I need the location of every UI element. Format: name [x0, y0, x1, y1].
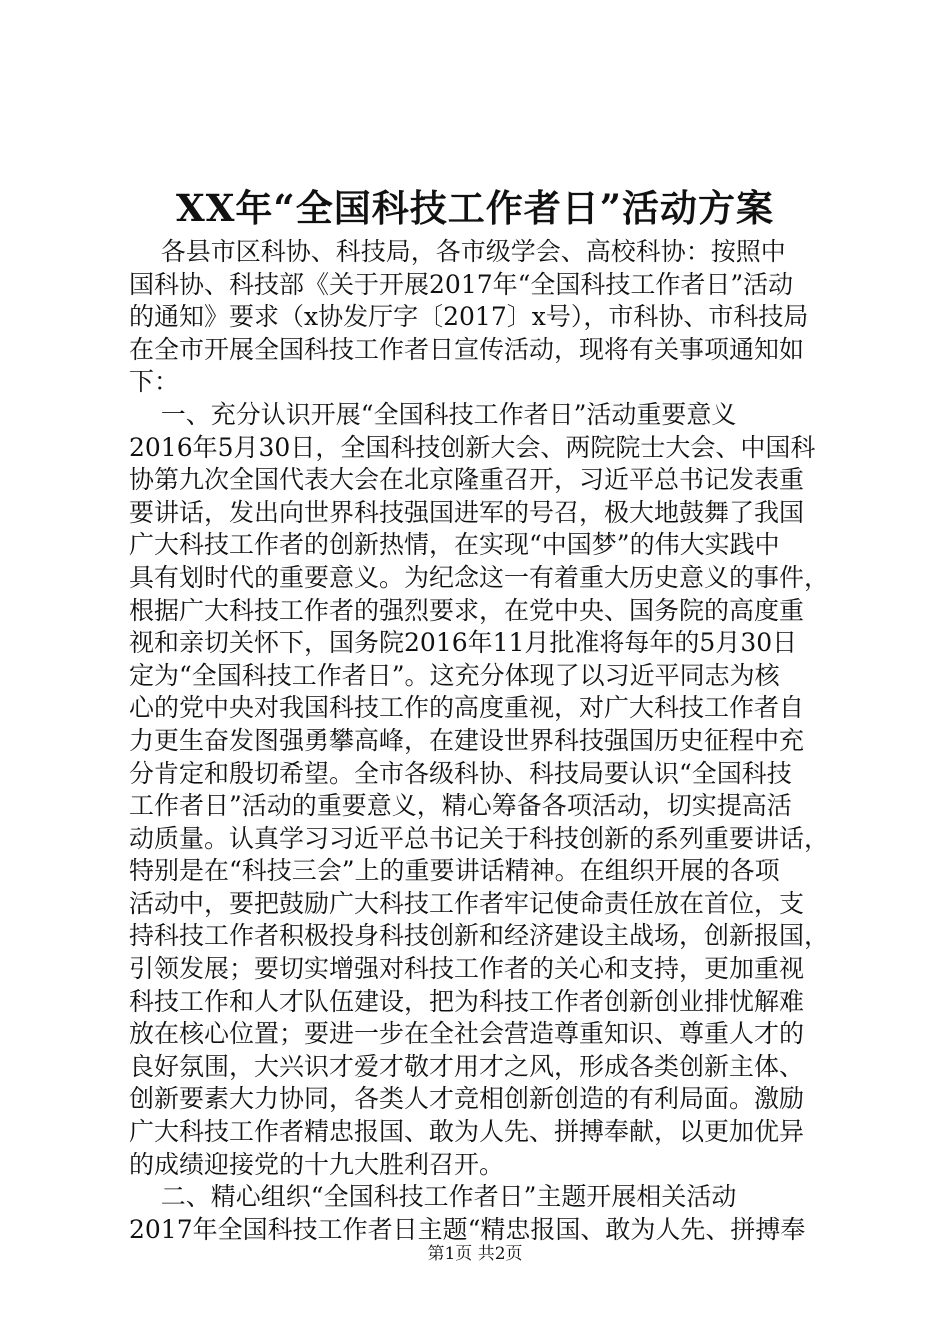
body-line: 分肯定和殷切希望。全市各级科协、科技局要认识“全国科技	[129, 758, 792, 788]
body-line: 视和亲切关怀下，国务院2016年11月批准将每年的5月30日	[129, 628, 798, 658]
body-line: 具有划时代的重要意义。为纪念这一有着重大历史意义的事件，	[129, 562, 830, 592]
section-heading-2: 二、精心组织“全国科技工作者日”主题开展相关活动	[129, 1182, 737, 1212]
body-line: 的通知》要求（x协发厅字〔2017〕x号），市科协、市科技局	[129, 302, 809, 332]
section-heading-1: 一、充分认识开展“全国科技工作者日”活动重要意义	[129, 399, 737, 429]
body-line: 创新要素大力协同，各类人才竞相创新创造的有利局面。激励	[129, 1084, 805, 1114]
body-line: 良好氛围，大兴识才爱才敬才用才之风，形成各类创新主体、	[129, 1051, 805, 1081]
body-line: 活动中，要把鼓励广大科技工作者牢记使命责任放在首位，支	[129, 888, 805, 918]
body-line: 的成绩迎接党的十九大胜利召开。	[129, 1149, 505, 1179]
body-line: 2017年全国科技工作者日主题“精忠报国、敢为人先、拼搏奉	[129, 1214, 806, 1244]
body-line: 广大科技工作者精忠报国、敢为人先、拼搏奉献，以更加优异	[129, 1117, 805, 1147]
body-line: 特别是在“科技三会”上的重要讲话精神。在组织开展的各项	[129, 856, 780, 886]
body-line: 科技工作和人才队伍建设，把为科技工作者创新创业排忧解难	[129, 986, 805, 1016]
body-line: 定为“全国科技工作者日”。这充分体现了以习近平同志为核	[129, 660, 780, 690]
body-line: 根据广大科技工作者的强烈要求，在党中央、国务院的高度重	[129, 595, 805, 625]
body-line: 下：	[129, 367, 180, 397]
document-body	[129, 236, 829, 1246]
body-line: 力更生奋发图强勇攀高峰，在建设世界科技强国历史征程中充	[129, 725, 805, 755]
body-line: 在全市开展全国科技工作者日宣传活动，现将有关事项通知如	[129, 334, 805, 364]
body-line: 持科技工作者积极投身科技创新和经济建设主战场，创新报国，	[129, 921, 830, 951]
body-line: 工作者日”活动的重要意义，精心筹备各项活动，切实提高活	[129, 791, 792, 821]
body-line: 国科协、科技部《关于开展2017年“全国科技工作者日”活动	[129, 269, 794, 299]
body-line: 动质量。认真学习习近平总书记关于科技创新的系列重要讲话，	[129, 823, 830, 853]
body-line: 2016年5月30日，全国科技创新大会、两院院士大会、中国科	[129, 432, 816, 462]
body-line: 心的党中央对我国科技工作的高度重视，对广大科技工作者自	[129, 693, 805, 723]
body-line: 广大科技工作者的创新热情，在实现“中国梦”的伟大实践中	[129, 530, 780, 560]
document-title: XX年“全国科技工作者日”活动方案	[176, 186, 774, 230]
body-line: 引领发展；要切实增强对科技工作者的关心和支持，更加重视	[129, 954, 805, 984]
body-line: 放在核心位置；要进一步在全社会营造尊重知识、尊重人才的	[129, 1019, 805, 1049]
page-number-footer: 第1页 共2页	[427, 1244, 523, 1264]
body-line: 协第九次全国代表大会在北京隆重召开，习近平总书记发表重	[129, 465, 805, 495]
body-line: 要讲话，发出向世界科技强国进军的号召，极大地鼓舞了我国	[129, 497, 805, 527]
body-line: 各县市区科协、科技局，各市级学会、高校科协：按照中	[129, 237, 786, 266]
